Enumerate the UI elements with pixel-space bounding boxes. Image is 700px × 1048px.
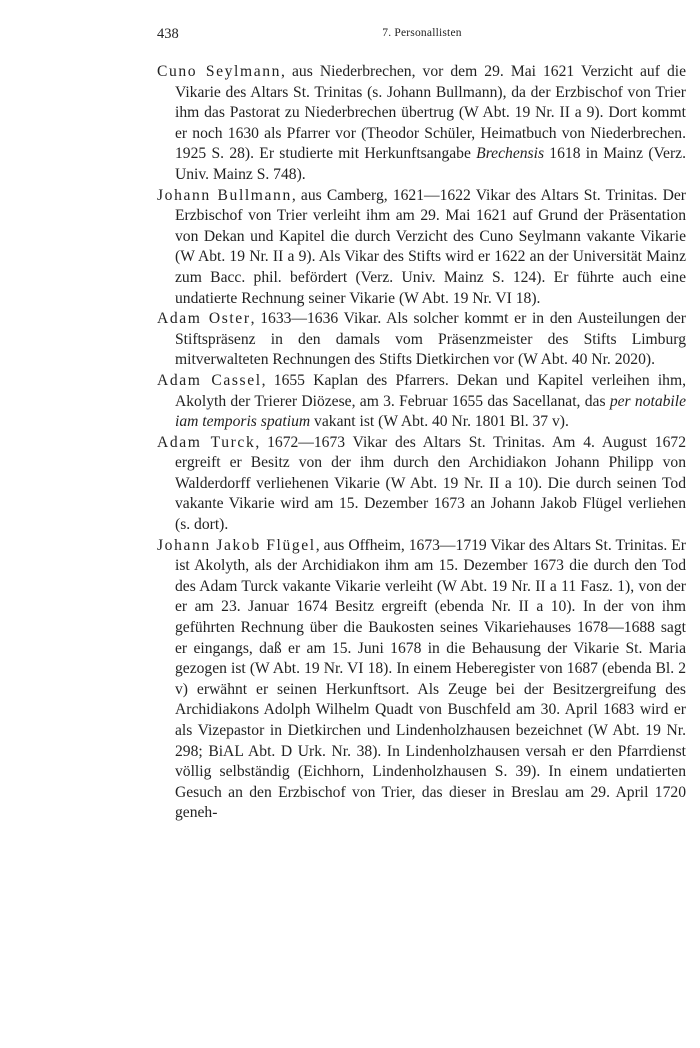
latin-quote: per notabile iam temporis spatium <box>175 392 686 431</box>
entry-text: vakant ist (W Abt. 40 Nr. 1801 Bl. 37 v). <box>310 413 569 431</box>
entry-text: , 1655 Kaplan des Pfarrers. Dekan und Kapitel verleihen ihm, Akolyth der Trierer Diözese, am 3. Februar 1655 das Sacellanat, das <box>175 371 686 410</box>
entry-text: , 1633—1636 Vikar. Als solcher kommt er in den Austeilungen der Stiftspräsenz in den damals vom Präsenzmeister des Stifts Limburg mitverwalteten Rechnungen des Stifts Dietkirchen vor (W Abt. 40 Nr. 2020). <box>175 310 686 369</box>
entry-list <box>157 62 686 824</box>
biographical-entry <box>157 433 686 536</box>
biographical-entry <box>157 62 686 186</box>
entry-text: , aus Offheim, 1673—1719 Vikar des Altars St. Trinitas. Er ist Akolyth, als der Archidiakon ihm am 15. Dezember 1673 die durch den Tod des Adam Turck vakante Vikarie verleiht (W Abt. 19 Nr. II a 11 Fasz. 1), von der er am 23. Januar 1674 Besitz ergreift (ebenda Nr. II a 10). In der von ihm geführten Rechnung über die Baukosten seines Vikariehauses 1678—1688 sagt er eingangs, daß er am 15. Juni 1678 in die Behausung der Vikarie St. Maria gezogen ist (W Abt. 19 Nr. VI 18). In einem Heberegister von 1687 (ebenda Bl. 2 v) erwähnt er seinen Herkunftsort. Als Zeuge bei der Besitzergreifung des Archidiakons Adolph Wilhelm Quadt von Buschfeld am 30. April 1683 wird er als Vizepastor in Dietkirchen und Lindenholzhausen bezeichnet (W Abt. 19 Nr. 298; BiAL Abt. D Urk. Nr. 38). In Lindenholzhausen versah er den Pfarrdienst völlig selbständig (Eichhorn, Lindenholzhausen S. 39). In einem undatierten Gesuch an den Erzbischof von Trier, das dieser in Breslau am 29. April 1720 geneh- <box>175 536 686 822</box>
person-name: Adam Turck <box>157 433 256 451</box>
person-name: Johann Bullmann <box>157 186 292 204</box>
person-name: Adam Cassel <box>157 371 262 389</box>
entry-text: , aus Niederbrechen, vor dem 29. Mai 1621 Verzicht auf die Vikarie des Altars St. Trinitas (s. Johann Bullmann), da der Erzbischof von Trier ihm das Pastorat zu Niederbrechen übertrug (W Abt. 19 Nr. II a 9). Dort kommt er noch 1630 als Pfarrer vor (Theodor Schüler, Heimatbuch von Niederbrechen. 1925 S. 28). Er studierte mit Herkunftsangabe <box>175 63 686 163</box>
entry-text: 1618 in Mainz (Verz. Univ. Mainz S. 748). <box>175 145 686 183</box>
page-number: 438 <box>157 26 179 42</box>
latin-quote: Brechensis <box>476 145 545 163</box>
page-header <box>157 26 687 46</box>
biographical-entry <box>157 371 686 433</box>
biographical-entry <box>157 536 686 824</box>
person-name: Cuno Seylmann <box>157 63 282 80</box>
entry-text: , 1672—1673 Vikar des Altars St. Trinitas. Am 4. August 1672 ergreift er Besitz von der ihm durch den Archidiakon Johann Philipp von Walderdorff verliehenen Vikarie (W Abt. 19 Nr. II a 10). Die durch seinen Tod vakante Vikarie wird am 15. Dezember 1673 an Johann Jakob Flügel verliehen (s. dort). <box>175 433 686 534</box>
running-title: 7. Personallisten <box>382 27 462 39</box>
biographical-entry <box>157 186 686 310</box>
person-name: Johann Jakob Flügel <box>157 536 316 554</box>
biographical-entry <box>157 309 686 371</box>
person-name: Adam Oster <box>157 310 251 328</box>
entry-text: , aus Camberg, 1621—1622 Vikar des Altars St. Trinitas. Der Erzbischof von Trier verleiht ihm am 29. Mai 1621 auf Grund der Präsentation von Dekan und Kapitel die durch Verzicht des Cuno Seylmann vakante Vikarie (W Abt. 19 Nr. II a 9). Als Vikar des Stifts wird er 1622 an der Universität Mainz zum Bacc. phil. befördert (Verz. Univ. Mainz S. 124). Er führte auch eine undatierte Rechnung seiner Vikarie (W Abt. 19 Nr. VI 18). <box>175 186 686 307</box>
